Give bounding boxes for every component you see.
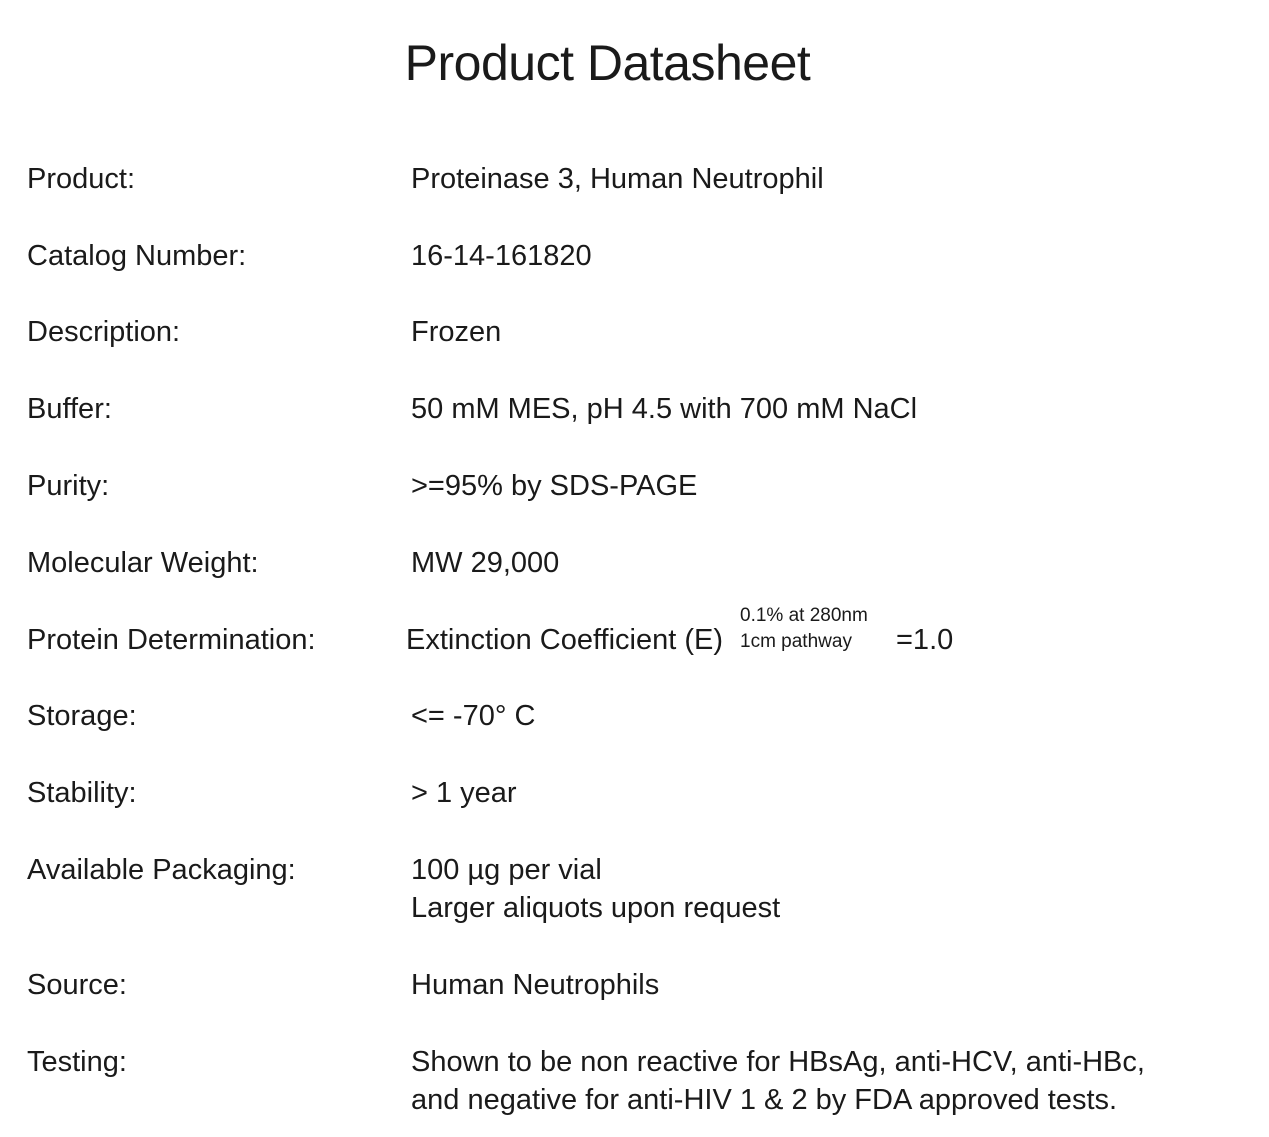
page-title: Product Datasheet (404, 35, 811, 91)
packaging-line-2: Larger aliquots upon request (411, 892, 781, 924)
testing-line-2: and negative for anti-HIV 1 & 2 by FDA approved tests. (411, 1084, 1118, 1116)
stability-value: > 1 year (411, 777, 517, 809)
testing-line-1: Shown to be non reactive for HBsAg, anti-HCV, anti-HBc, (411, 1046, 1145, 1078)
available-packaging-value (411, 851, 780, 927)
buffer-value: 50 mM MES, pH 4.5 with 700 mM NaCl (411, 393, 918, 425)
storage-label: Storage: (27, 700, 137, 732)
description-value: Frozen (411, 316, 502, 348)
product-label: Product: (27, 163, 135, 195)
molecular-weight-value: MW 29,000 (411, 547, 560, 579)
extinction-superscript: 0.1% at 280nm (740, 605, 868, 626)
extinction-conditions (740, 603, 868, 655)
catalog-number-label: Catalog Number: (27, 240, 247, 272)
source-label: Source: (27, 969, 127, 1001)
extinction-result: =1.0 (896, 624, 954, 656)
protein-determination-label: Protein Determination: (27, 624, 316, 656)
extinction-coefficient-text: Extinction Coefficient (E) (406, 624, 723, 656)
buffer-label: Buffer: (27, 393, 112, 425)
testing-label: Testing: (27, 1046, 127, 1078)
available-packaging-label: Available Packaging: (27, 854, 296, 886)
purity-value: >=95% by SDS-PAGE (411, 470, 698, 502)
purity-label: Purity: (27, 470, 110, 502)
molecular-weight-label: Molecular Weight: (27, 547, 259, 579)
stability-label: Stability: (27, 777, 137, 809)
extinction-subscript: 1cm pathway (740, 631, 852, 652)
product-value: Proteinase 3, Human Neutrophil (411, 163, 824, 195)
description-label: Description: (27, 316, 181, 348)
testing-value (411, 1043, 1145, 1119)
packaging-line-1: 100 µg per vial (411, 854, 602, 886)
storage-value: <= -70° C (411, 700, 536, 732)
catalog-number-value: 16-14-161820 (411, 240, 592, 272)
source-value: Human Neutrophils (411, 969, 660, 1001)
